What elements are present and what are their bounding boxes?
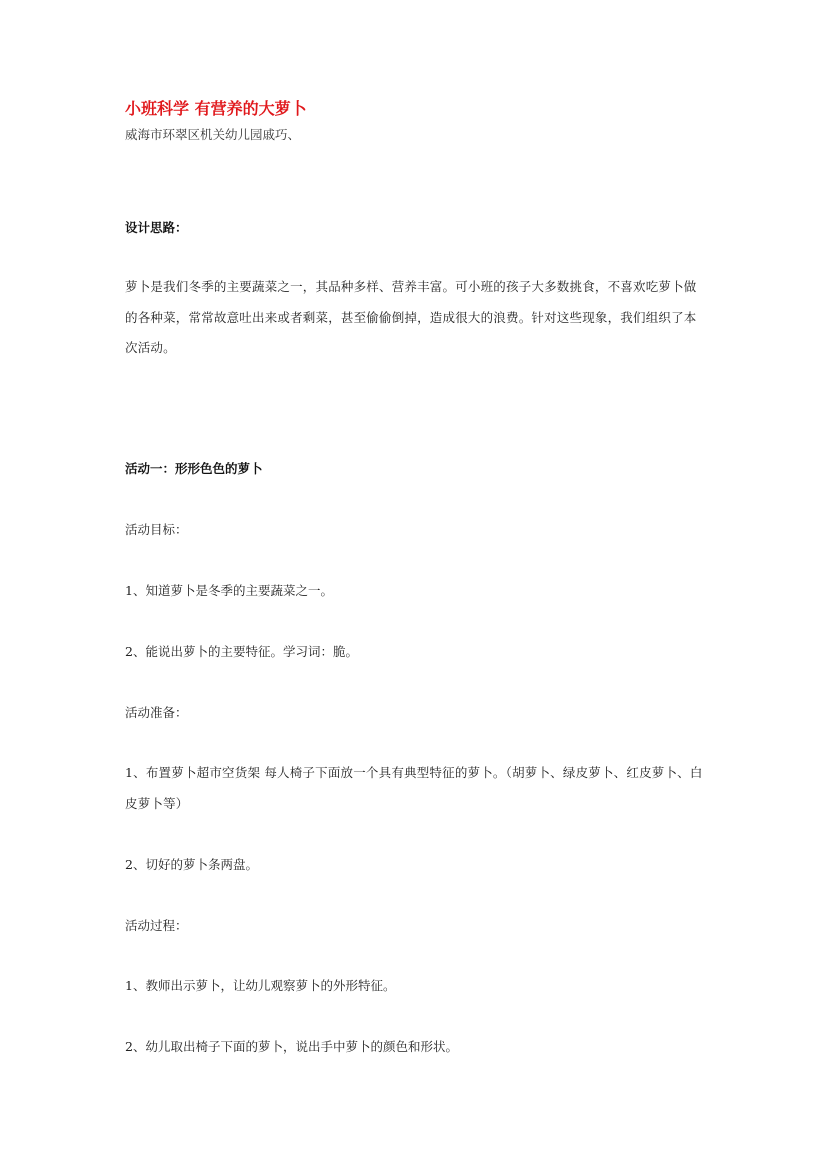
prep-item-1: 1、布置萝卜超市空货架 每人椅子下面放一个具有典型特征的萝卜。（胡萝卜、绿皮萝卜、红皮萝卜、白皮萝卜等） [125,765,703,811]
process-item-2: 2、幼儿取出椅子下面的萝卜，说出手中萝卜的颜色和形状。 [125,1039,458,1054]
activity1-heading: 活动一：形形色色的萝卜 [125,461,263,476]
prep-item-2: 2、切好的萝卜条两盘。 [125,857,258,872]
goal-item-2: 2、能说出萝卜的主要特征。学习词：脆。 [125,644,358,659]
design-heading: 设计思路： [125,220,188,235]
design-paragraph: 萝卜是我们冬季的主要蔬菜之一，其品种多样、营养丰富。可小班的孩子大多数挑食，不喜欢吃萝卜做的各种菜，常常故意吐出来或者剩菜，甚至偷偷倒掉，造成很大的浪费。针对这些现象，我们组织了本次活动。 [125,279,697,355]
goal-item-1: 1、知道萝卜是冬季的主要蔬菜之一。 [125,583,333,598]
process-label: 活动过程： [125,918,188,933]
document-title: 小班科学 有营养的大萝卜 [125,99,307,118]
process-item-1: 1、教师出示萝卜，让幼儿观察萝卜的外形特征。 [125,978,396,993]
prep-label: 活动准备： [125,705,188,720]
goals-label: 活动目标： [125,522,188,537]
author-line: 威海市环翠区机关幼儿园戚巧、 [125,127,301,142]
